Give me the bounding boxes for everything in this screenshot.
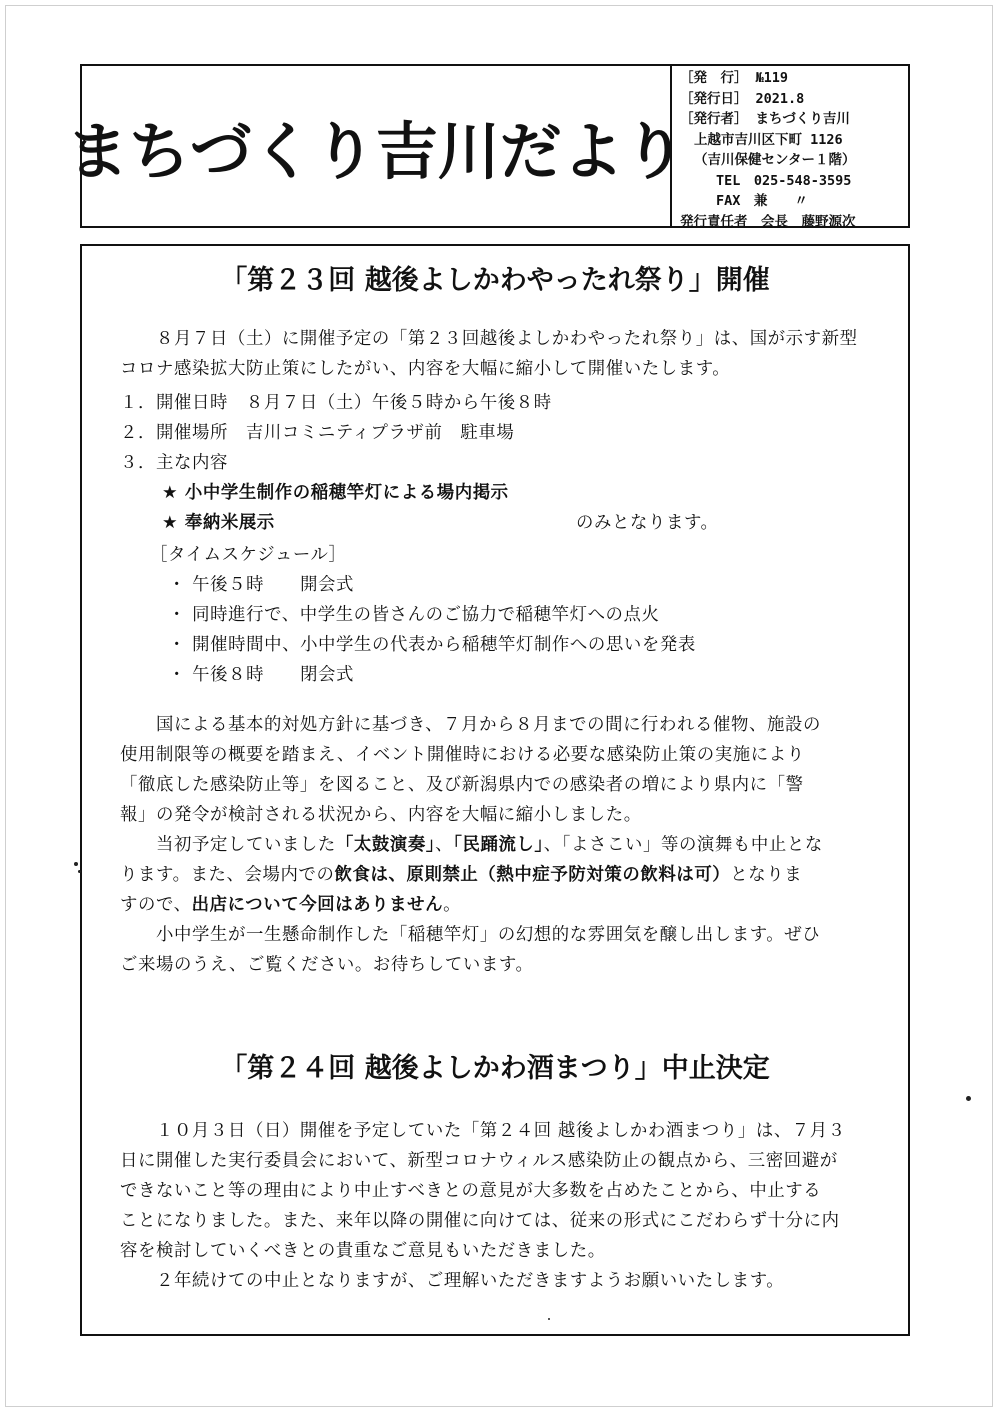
publisher-fax: FAX 兼 〃 [716,193,808,209]
issue-row [680,68,908,89]
issue-number: №119 [755,70,789,86]
newsletter-header [66,64,910,230]
body-line [120,890,900,920]
section2-body [120,1116,900,1296]
publisher-name: まちづくり吉川 [755,111,850,127]
issue-label: ［発 行］ [680,70,748,86]
schedule-item: ・ 開催時間中、小中学生の代表から稲穂竿灯制作への思いを発表 [168,635,696,655]
item-venue: ２．開催場所 吉川コミニティプラザ前 駐車場 [120,423,515,443]
publisher-label: ［発行者］ [680,111,748,127]
intro-line: コロナ感染拡大防止策にしたがい、内容を大幅に縮小して開催いたします。 [120,359,731,379]
scan-speck [548,1318,550,1320]
section1-body1 [120,710,900,830]
scan-speck [966,1096,971,1101]
body-line [120,860,900,890]
scan-speck [74,862,78,866]
issue-date: 2021.8 [755,90,805,107]
body-text: 。 [443,895,462,915]
body-bold: 出店について今回はありません [191,895,444,915]
section1-intro [120,324,900,384]
body-line: ２年続けての中止となりますが、ご理解いただきますようお願いいたします。 [156,1271,785,1291]
publisher-building: （吉川保健センター１階） [694,152,856,168]
body-line: 報」の発令が検討される状況から、内容を大幅に縮小しました。 [120,805,642,825]
schedule-item: ・ 同時進行で、中学生の皆さんのご協力で稲穂竿灯への点火 [168,605,660,625]
body-text: ります。また、会場内での [120,865,335,885]
body-line: １０月３日（日）開催を予定していた「第２４回 越後よしかわ酒まつり」は、７月３ [156,1121,846,1141]
body-line: ご来場のうえ、ご覧ください。お待ちしています。 [120,955,534,975]
body-text: すので、 [120,895,192,915]
intro-line: ８月７日（土）に開催予定の「第２３回越後よしかわやったれ祭り」は、国が示す新型 [156,329,858,349]
body-bold: 「太鼓演奏」 [335,835,436,855]
body-bold: 「民踊流し」 [453,835,544,855]
body-line: 「徹底した感染防止等」を図ること、及び新潟県内での感染者の増により県内に「警 [120,775,804,795]
date-row [680,89,908,110]
scan-speck [78,870,81,873]
masthead [66,66,686,226]
body-line: 国による基本的対処方針に基づき、７月から８月までの間に行われる催物、施設の [156,715,821,735]
body-line: 容を検討していくべきとの貴重なご意見もいただきました。 [120,1241,606,1261]
content-star-item: ★ 小中学生制作の稲穂竿灯による場内掲示 [162,483,509,503]
body-text: 、「よさこい」等の演舞も中止とな [543,835,823,855]
body-text: 、 [435,835,454,855]
body-line: 小中学生が一生懸命制作した「稲穂竿灯」の幻想的な雰囲気を醸し出します。ぜひ [156,925,821,945]
publication-info [670,66,908,230]
responsible-person: 発行責任者 会長 藤野源次 [680,213,856,230]
newsletter-title: まちづくり吉川だより [66,114,686,188]
publisher-row [680,109,908,130]
body-line: 日に開催した実行委員会において、新型コロナウィルス感染防止の観点から、三密回避が [120,1151,838,1171]
section1-body3 [120,920,900,980]
content-star-item: ★ 奉納米展示 [162,513,275,533]
item-content: ３．主な内容 [120,453,228,473]
publisher-address: 上越市吉川区下町 1126 [694,131,843,148]
body-line [120,830,900,860]
publisher-tel: TEL 025-548-3595 [716,172,852,189]
item-date: １．開催日時 ８月７日（土）午後５時から午後８時 [120,393,552,413]
date-label: ［発行日］ [680,90,748,107]
content-suffix: のみとなります。 [576,513,719,533]
schedule-label: ［タイムスケジュール］ [150,545,347,565]
body-line: できないこと等の理由により中止すべきとの意見が大多数を占めたことから、中止する [120,1181,822,1201]
body-line: ことになりました。また、来年以降の開催に向けては、従来の形式にこだわらず十分に内 [120,1211,840,1231]
schedule-item: ・ 午後８時 閉会式 [168,665,355,685]
section1-title: 「第２３回 越後よしかわやったれ祭り」開催 [220,265,770,296]
section1-body2 [120,830,900,920]
main-content [80,244,910,1336]
section2-title: 「第２４回 越後よしかわ酒まつり」中止決定 [220,1053,770,1084]
body-text: となりま [730,865,803,885]
body-line: 使用制限等の概要を踏まえ、イベント開催時における必要な感染防止策の実施により [120,745,805,765]
body-bold: 飲食は、原則禁止（熱中症予防対策の飲料は可） [334,865,731,885]
body-text: 当初予定していました [156,835,336,855]
schedule-item: ・ 午後５時 開会式 [168,575,355,595]
